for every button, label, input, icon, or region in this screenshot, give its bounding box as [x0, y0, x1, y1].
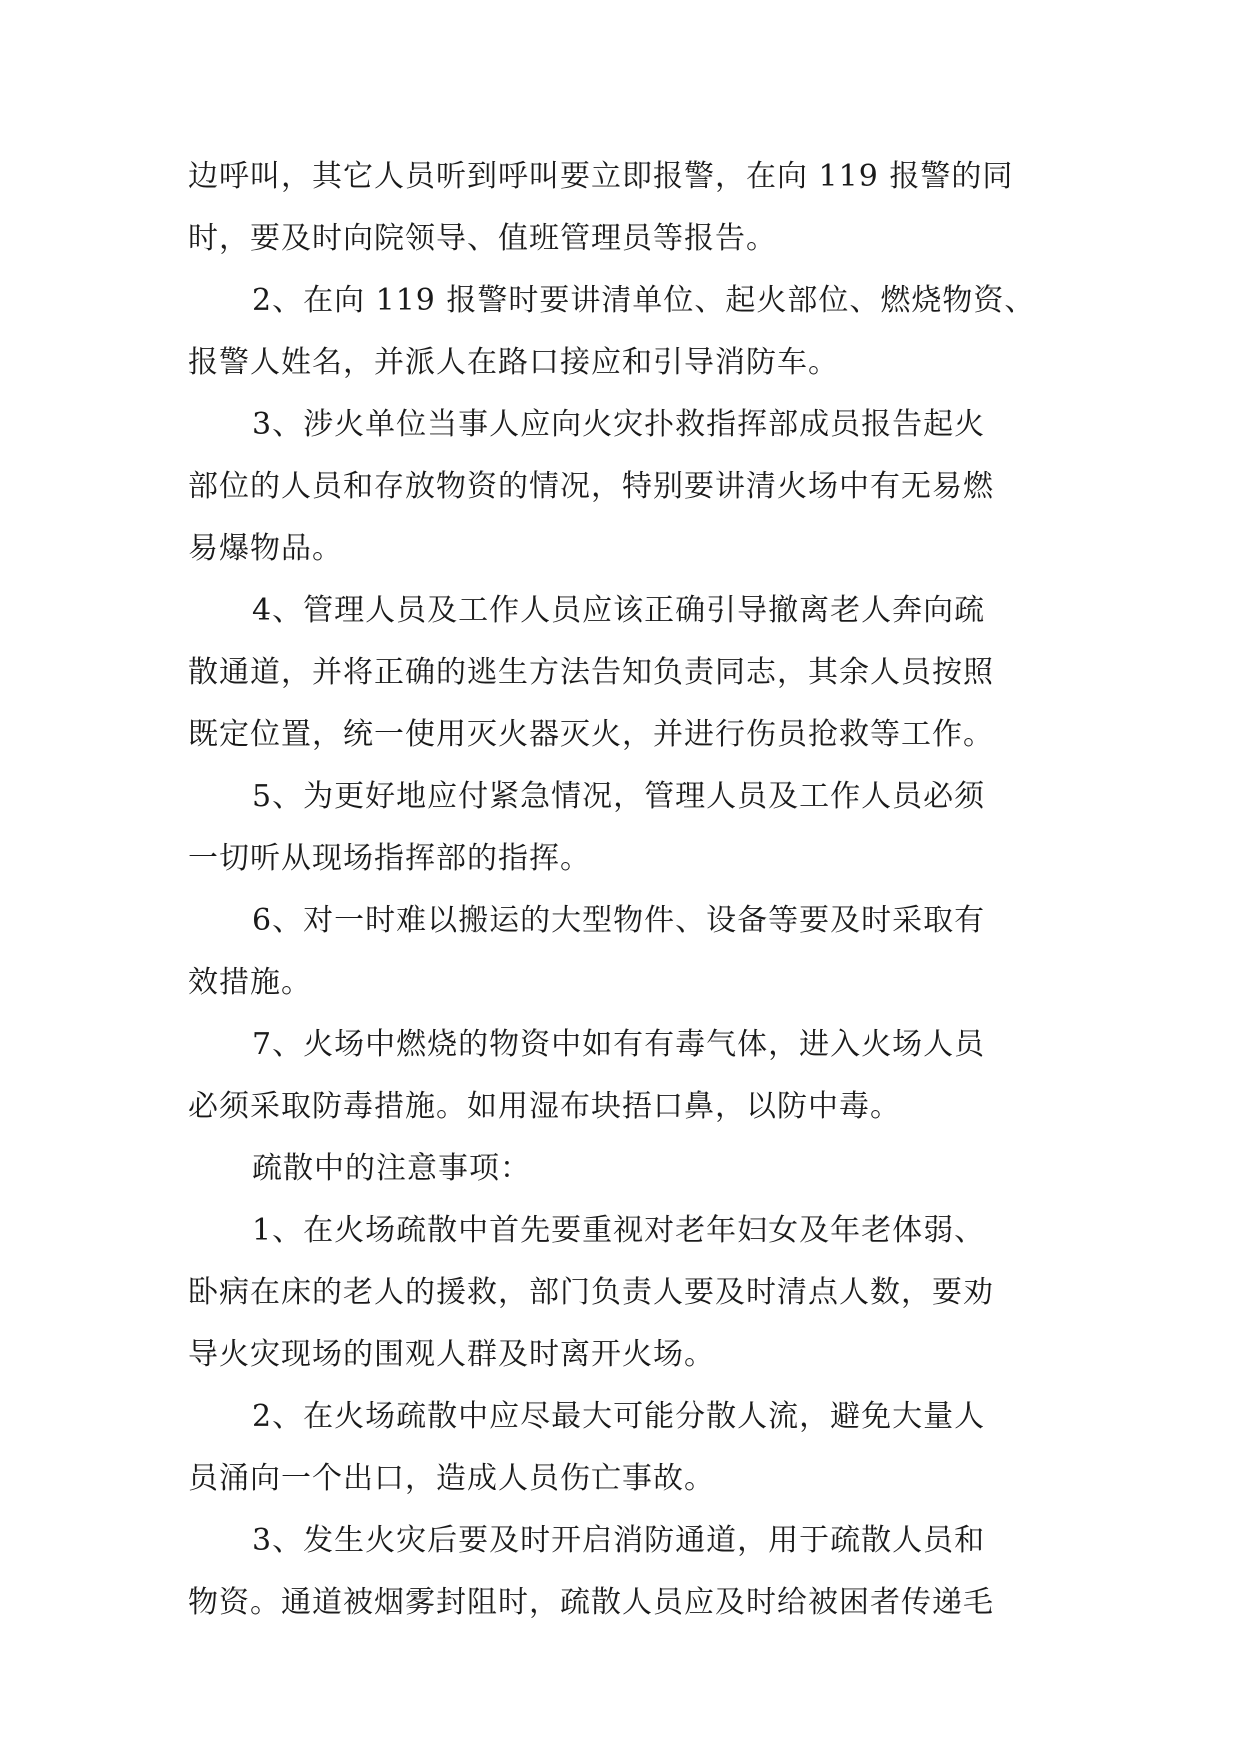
text-line: 报警人姓名，并派人在路口接应和引导消防车。 [188, 345, 839, 380]
text-line: 3、发生火灾后要及时开启消防通道，用于疏散人员和 [252, 1523, 986, 1558]
text-line: 5、为更好地应付紧急情况，管理人员及工作人员必须 [252, 779, 986, 814]
text-line: 2、在向 119 报警时要讲清单位、起火部位、燃烧物资、 [252, 283, 1036, 318]
text-line: 卧病在床的老人的援救，部门负责人要及时清点人数，要劝 [188, 1275, 994, 1310]
text-line: 既定位置，统一使用灭火器灭火，并进行伤员抢救等工作。 [188, 717, 994, 752]
text-line: 3、涉火单位当事人应向火灾扑救指挥部成员报告起火 [252, 407, 986, 442]
text-line: 4、管理人员及工作人员应该正确引导撤离老人奔向疏 [252, 593, 986, 628]
text-line: 1、在火场疏散中首先要重视对老年妇女及年老体弱、 [252, 1213, 986, 1248]
text-line: 物资。通道被烟雾封阻时，疏散人员应及时给被困者传递毛 [188, 1585, 994, 1620]
text-line: 易爆物品。 [188, 531, 343, 566]
text-line: 效措施。 [188, 965, 312, 1000]
text-line: 必须采取防毒措施。如用湿布块捂口鼻，以防中毒。 [188, 1089, 901, 1124]
text-line: 一切听从现场指挥部的指挥。 [188, 841, 591, 876]
text-line: 部位的人员和存放物资的情况，特别要讲清火场中有无易燃 [188, 469, 994, 504]
text-line: 散通道，并将正确的逃生方法告知负责同志，其余人员按照 [188, 655, 994, 690]
text-line: 2、在火场疏散中应尽最大可能分散人流，避免大量人 [252, 1399, 986, 1434]
text-line: 6、对一时难以搬运的大型物件、设备等要及时采取有 [252, 903, 986, 938]
section-heading: 疏散中的注意事项： [252, 1151, 531, 1186]
text-line: 7、火场中燃烧的物资中如有有毒气体，进入火场人员 [252, 1027, 986, 1062]
text-line: 边呼叫，其它人员听到呼叫要立即报警，在向 119 报警的同 [188, 159, 1014, 194]
document-body [188, 158, 1068, 1646]
text-line: 导火灾现场的围观人群及时离开火场。 [188, 1337, 715, 1372]
text-line: 员涌向一个出口，造成人员伤亡事故。 [188, 1461, 715, 1496]
text-line: 时，要及时向院领导、值班管理员等报告。 [188, 221, 777, 256]
